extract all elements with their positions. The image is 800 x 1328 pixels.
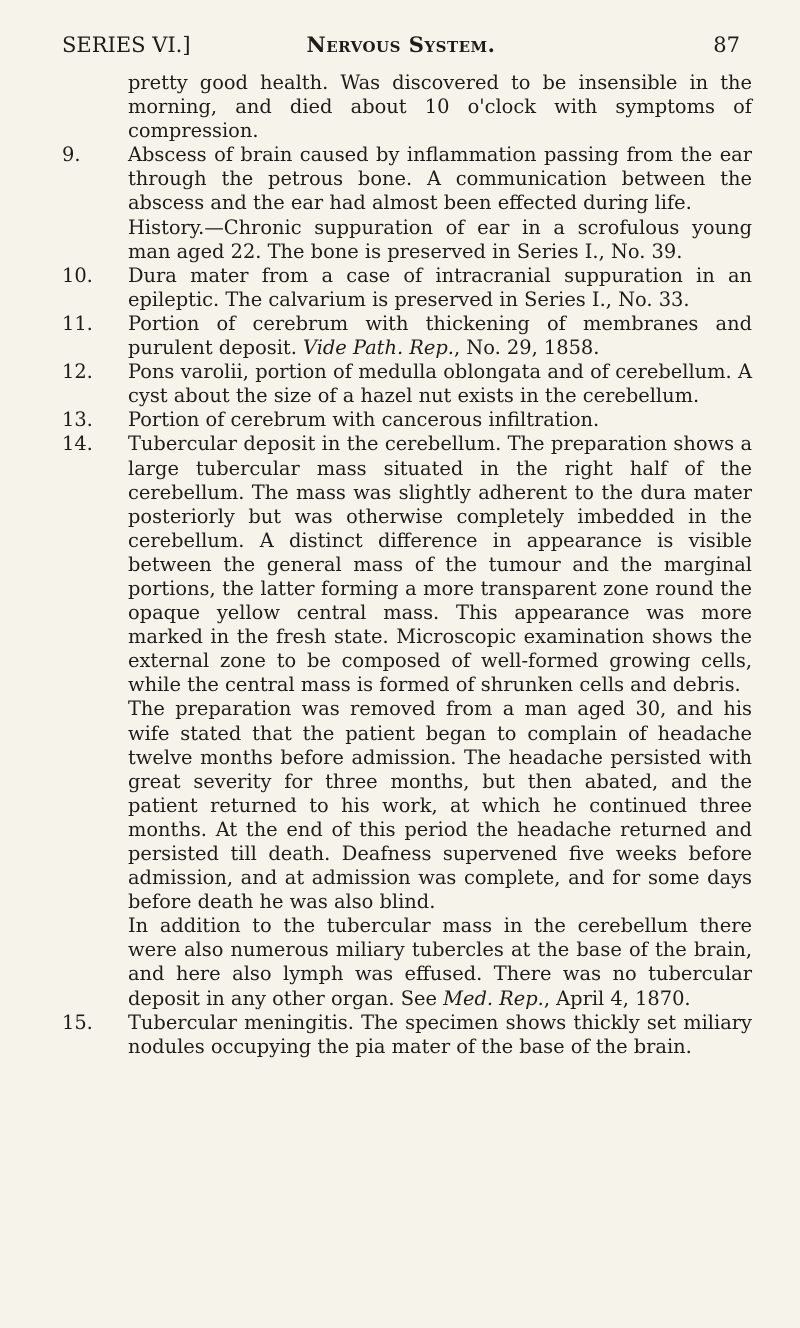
entry-number: 10.	[62, 263, 93, 287]
entry-number: 9.	[62, 143, 81, 167]
citation-detail: , April 4, 1870.	[543, 986, 691, 1010]
catalogue-entry-15	[62, 1011, 752, 1059]
citation: Vide Path. Rep.	[303, 336, 454, 360]
citation-detail: , No. 29, 1858.	[453, 336, 600, 360]
series-label: SERIES VI.]	[62, 33, 191, 57]
catalogue-entry-13	[62, 408, 752, 432]
citation: Med. Rep.	[443, 986, 544, 1010]
entry-text: Tubercular deposit in the cerebellum. The preparation shows a large tubercular mass situated in the right half of the cerebellum. The mass was slightly adherent to the dura mater posteriorly but was otherwise completely imbedded in the cerebellum. A distinct difference in appearance is visible between the general mass of the tumour and the marginal portions, the latter forming a more transparent zone round the opaque yellow central mass. This appearance was more marked in the fresh state. Microscopic examination shows the external zone to be composed of well-formed growing cells, while the central mass is formed of shrunken cells and debris.	[128, 432, 752, 697]
entry-text: Portion of cerebrum with thickening of membranes and purulent deposit.	[128, 311, 752, 360]
catalogue-entry-10	[62, 264, 752, 312]
entry-number: 13.	[62, 408, 93, 432]
entry-text: Pons varolii, portion of medulla oblongata and of cerebellum. A cyst about the size of a hazel nut exists in the cerebellum.	[128, 360, 752, 408]
entry-text: Tubercular meningitis. The specimen shows thickly set miliary nodules occupying the pia mater of the base of the brain.	[128, 1010, 752, 1058]
page-number: 87	[713, 33, 740, 57]
entry-number: 11.	[62, 311, 93, 335]
page-body	[62, 71, 752, 1059]
catalogue-entry-9	[62, 143, 752, 215]
entry-number: 12.	[62, 360, 93, 384]
entry-9-history: History.—Chronic suppuration of ear in a scrofulous young man aged 22. The bone is preserved in Series I., No. 39.	[128, 215, 752, 263]
entry-text: Portion of cerebrum with cancerous infiltration.	[128, 408, 600, 432]
catalogue-entry-11	[62, 312, 752, 360]
page-title: Nervous System.	[306, 32, 496, 57]
entry-text: Abscess of brain caused by inflammation passing from the ear through the petrous bone. A communication between the abscess and the ear had almost been effected during life.	[128, 143, 752, 215]
catalogue-entry-12	[62, 360, 752, 408]
running-header	[62, 30, 740, 60]
catalogue-entry-14	[62, 432, 752, 697]
findings-text: In addition to the tubercular mass in the cerebellum there were also numerous miliary tubercles at the base of the brain, and here also lymph was effused. There was no tubercular deposit in any other organ. See	[128, 914, 752, 1010]
continuation-paragraph: pretty good health. Was discovered to be insensible in the morning, and died about 10 o'clock with symptoms of compression.	[128, 71, 752, 143]
entry-number: 14.	[62, 432, 93, 456]
entry-text: Dura mater from a case of intracranial suppuration in an epileptic. The calvarium is preserved in Series I., No. 33.	[128, 263, 752, 311]
entry-14-additional-findings	[62, 914, 752, 1010]
entry-14-case-history: The preparation was removed from a man aged 30, and his wife stated that the patient began to complain of headache twelve months before admission. The headache persisted with great severity for three months, but then abated, and the patient returned to his work, at which he continued three months. At the end of this period the headache returned and persisted till death. Deafness supervened five weeks before admission, and at admission was complete, and for some days before death he was also blind.	[128, 697, 752, 914]
entry-number: 15.	[62, 1010, 93, 1034]
